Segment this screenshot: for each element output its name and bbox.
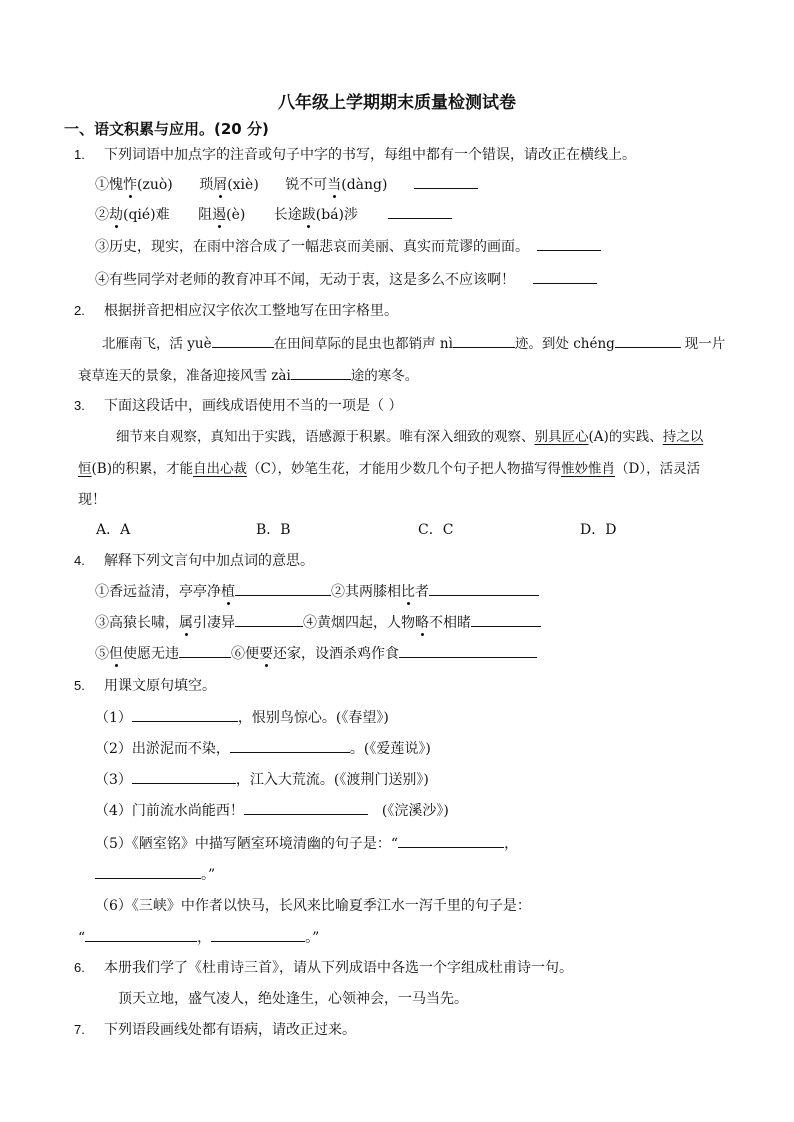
underlined-idiom: 惟妙惟肖 [561, 461, 616, 477]
answer-blank[interactable] [179, 643, 231, 658]
question-number: 7. [74, 1022, 85, 1037]
answer-blank[interactable] [235, 581, 331, 596]
answer-blank[interactable] [399, 643, 537, 658]
q4-row-2: ③高猿长啸，属引凄异 ④黄烟四起，人物略不相睹 [95, 612, 541, 633]
question-number: 2. [74, 303, 85, 318]
question-number: 1. [74, 147, 85, 162]
answer-blank[interactable] [398, 833, 504, 848]
q6-idioms: 顶天立地，盛气凌人，绝处逢生，心领神会，一马当先。 [118, 991, 468, 1007]
underlined-idiom: 恒 [78, 461, 92, 477]
question-text: 解释下列文言句中加点词的意思。 [104, 553, 314, 569]
q5-item-2: （2）出淤泥而不染， 。(《爱莲说》) [95, 738, 431, 759]
q3-passage-line-1: 细节来自观察，真知出于实践，语感源于积累。唯有深入细致的观察、别具匠心(A)的实践、持之以 [116, 429, 704, 445]
question-text: 下面这段话中，画线成语使用不当的一项是（ ） [104, 398, 403, 414]
answer-blank[interactable] [533, 269, 597, 284]
answer-blank[interactable] [244, 800, 368, 815]
exam-title: 八年级上学期期末质量检测试卷 [278, 93, 516, 113]
q1-item-1: ①愧怍(zuò) 琐屑(xiè) 锐不可当(dàng) [95, 174, 478, 195]
answer-blank[interactable] [615, 333, 681, 348]
question-number: 3. [74, 398, 85, 413]
answer-blank[interactable] [537, 236, 601, 251]
question-text: 下列语段画线处都有语病，请改正过来。 [104, 1022, 356, 1038]
option-a[interactable]: A．A [96, 522, 131, 538]
question-number: 5. [74, 678, 85, 693]
q5-item-4: （4）门前流水尚能西！ (《浣溪沙》) [95, 800, 449, 821]
answer-blank[interactable] [235, 612, 303, 627]
q2-passage-line-1: 北雁南飞，活 yuè 在田间草际的昆虫也都销声 nì 迹。到处 chéng 现一片 [102, 333, 725, 354]
option-b[interactable]: B．B [256, 522, 291, 538]
answer-blank[interactable] [211, 927, 305, 942]
underlined-idiom: 自出心裁 [192, 461, 247, 477]
dotted-char: 当 [327, 177, 342, 193]
q3-passage-line-2: 恒(B)的积累，才能自出心裁（C），妙笔生花，才能用少数几个句子把人物描写得惟妙惟肖（D），活灵活 [78, 461, 701, 477]
q5-item-5-cont: 。” [95, 864, 215, 885]
q5-item-1: （1） ，恨别鸟惊心。(《春望》) [95, 707, 389, 728]
answer-blank[interactable] [414, 174, 478, 189]
q3-passage-line-3: 现！ [78, 492, 106, 508]
answer-blank[interactable] [291, 365, 351, 380]
dotted-char: 怍 [123, 177, 137, 193]
q5-item-5: （5）《陋室铭》中描写陋室环境清幽的句子是：“ ， [95, 833, 518, 854]
option-d[interactable]: D．D [580, 522, 617, 538]
q5-item-6: （6）《三峡》中作者以快马，长风来比喻夏季江水一泻千里的句子是： [95, 898, 531, 914]
q4-row-3: ⑤但使愿无违 ⑥便要还家，设酒杀鸡作食 [95, 643, 537, 664]
question-text: 根据拼音把相应汉字依次工整地写在田字格里。 [104, 303, 398, 319]
answer-blank[interactable] [453, 333, 515, 348]
question-text: 本册我们学了《杜甫诗三首》，请从下列成语中各选一个字组成杜甫诗一句。 [104, 960, 573, 976]
answer-blank[interactable] [95, 864, 201, 879]
answer-blank[interactable] [212, 333, 274, 348]
option-c[interactable]: C．C [418, 522, 454, 538]
dotted-char: 劫 [109, 207, 123, 223]
q4-row-1: ①香远益清，亭亭净植 ②其两膝相比者 [95, 581, 539, 602]
answer-blank[interactable] [132, 707, 238, 722]
answer-blank[interactable] [132, 769, 236, 784]
question-text: 下列词语中加点字的注音或句子中字的书写，每组中都有一个错误，请改正在横线上。 [104, 147, 636, 163]
dotted-char: 比 [401, 584, 415, 600]
q5-item-3: （3） ，江入大荒流。(《渡荆门送别》) [95, 769, 429, 790]
answer-blank[interactable] [85, 927, 197, 942]
question-text: 用课文原句填空。 [104, 678, 216, 694]
dotted-char: 跋 [301, 207, 316, 223]
question-number: 4. [74, 553, 85, 568]
answer-blank[interactable] [429, 581, 539, 596]
q1-item-4: ④有些同学对老师的教育冲耳不闻，无动于衷，这是多么不应该啊！ [95, 269, 597, 290]
dotted-char: 略 [415, 615, 429, 631]
question-number: 6. [74, 960, 85, 975]
dotted-char: 遏 [212, 207, 227, 223]
dotted-char: 植 [221, 584, 235, 600]
q5-item-6-cont: “ ， 。” [78, 927, 319, 948]
section-heading-1: 一、语文积累与应用。(20 分) [64, 120, 269, 138]
answer-blank[interactable] [230, 738, 350, 753]
dotted-char: 属 [179, 615, 193, 631]
dotted-char: 但 [109, 646, 123, 662]
dotted-char: 屑 [213, 177, 228, 193]
q1-item-2: ②劫(qié)难 阻遏(è) 长途跋(bá)涉 [95, 204, 452, 225]
q1-item-3: ③历史，现实，在雨中溶合成了一幅悲哀而美丽、真实而荒谬的画面。 [95, 236, 601, 257]
answer-blank[interactable] [388, 204, 452, 219]
q2-passage-line-2: 衰草连天的景象，准备迎接风雪 zài 途的寒冬。 [78, 365, 418, 386]
underlined-idiom: 持之以 [662, 429, 704, 445]
dotted-char: 要 [259, 646, 273, 662]
answer-blank[interactable] [471, 612, 541, 627]
underlined-idiom: 别具匠心 [534, 429, 589, 445]
